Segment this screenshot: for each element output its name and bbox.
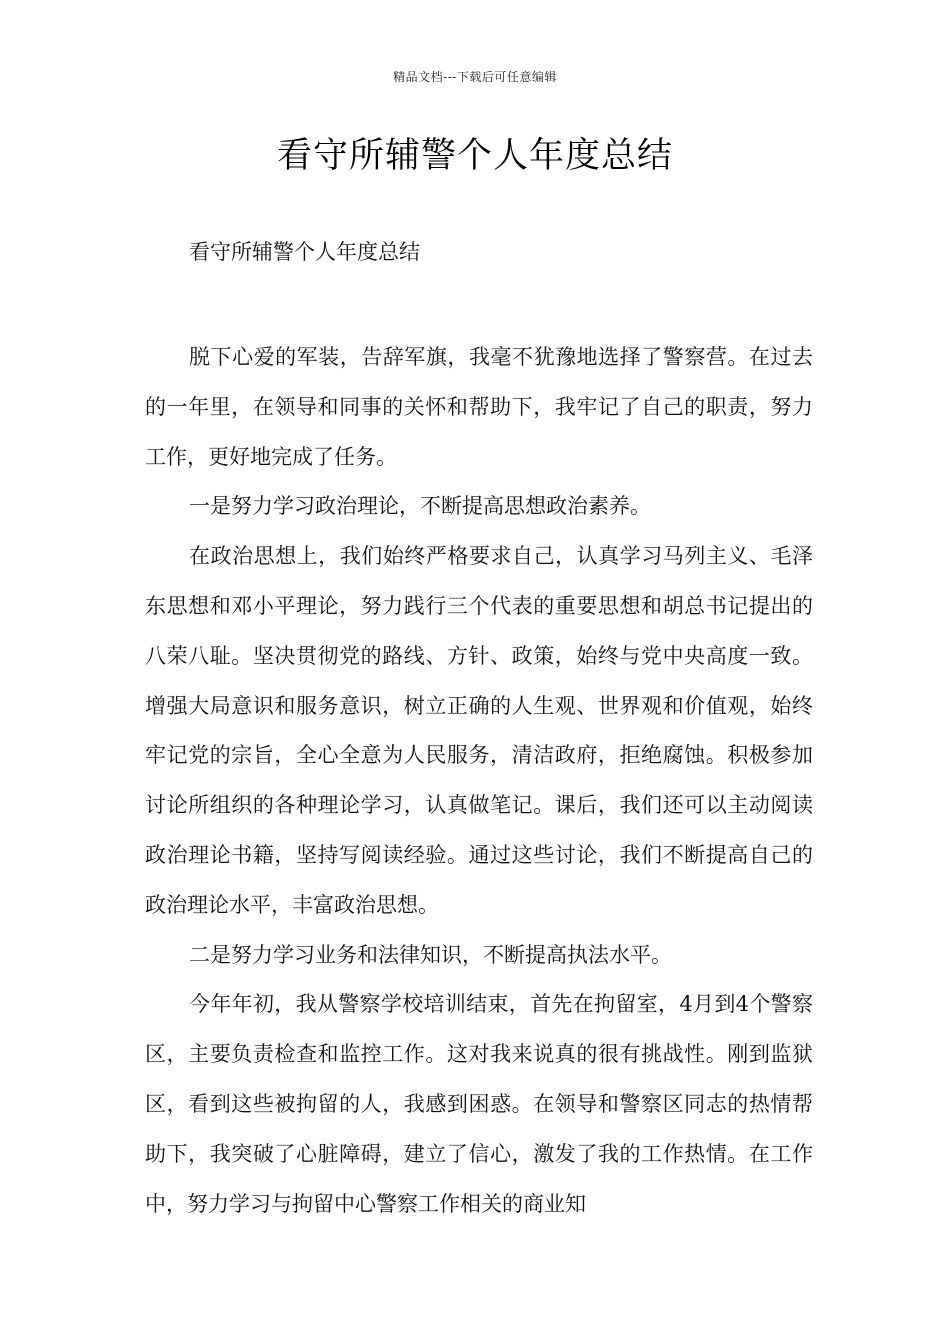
document-body [145, 333, 813, 1229]
document-title: 看守所辅警个人年度总结 [276, 136, 673, 176]
paragraph: 在政治思想上，我们始终严格要求自己，认真学习马列主义、毛泽东思想和邓小平理论，努力践行三个代表的重要思想和胡总书记提出的八荣八耻。坚决贯彻党的路线、方针、政策，始终与党中央高度一致。增强大局意识和服务意识，树立正确的人生观、世界观和价值观，始终牢记党的宗旨，全心全意为人民服务，清洁政府，拒绝腐蚀。积极参加讨论所组织的各种理论学习，认真做笔记。课后，我们还可以主动阅读政治理论书籍，坚持写阅读经验。通过这些讨论，我们不断提高自己的政治理论水平，丰富政治思想。 [145, 544, 813, 917]
document-subtitle: 看守所辅警个人年度总结 [189, 240, 420, 264]
header-note: 精品文档---下载后可任意编辑 [393, 70, 557, 84]
paragraph: 一是努力学习政治理论，不断提高思想政治素养。 [189, 494, 651, 519]
paragraph: 脱下心爱的军装，告辞军旗，我毫不犹豫地选择了警察营。在过去的一年里，在领导和同事的关怀和帮助下，我牢记了自己的职责，努力工作，更好地完成了任务。 [145, 345, 813, 469]
paragraph: 今年年初，我从警察学校培训结束，首先在拘留室，4月到4个警察区，主要负责检查和监控工作。这对我来说真的很有挑战性。刚到监狱区，看到这些被拘留的人，我感到困惑。在领导和警察区同志的热情帮助下，我突破了心脏障碍，建立了信心，激发了我的工作热情。在工作中，努力学习与拘留中心警察工作相关的商业知 [145, 992, 813, 1216]
paragraph: 二是努力学习业务和法律知识，不断提高执法水平。 [189, 942, 672, 967]
